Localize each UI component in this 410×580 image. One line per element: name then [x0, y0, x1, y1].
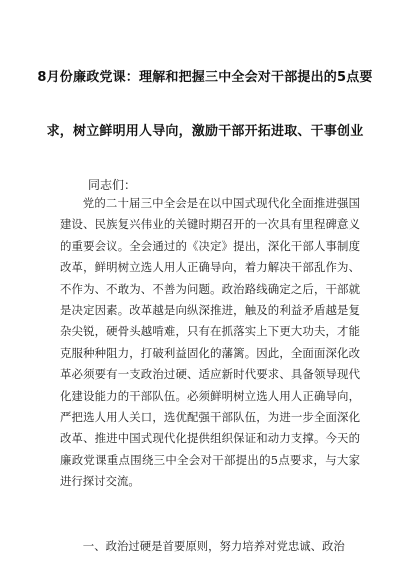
- body-paragraph-1: 党的二十届三中全会是在以中国式现代化全面推进强国建设、民族复兴伟业的关键时期召开的一次具有里程碑意义的重要会议。全会通过的《决定》提出，深化干部人事制度改革，鲜明树立选人用人正确导向，着力解决干部乱作为、不作为、不敢为、不善为问题。政治路线确定之后，干部就是决定因素。改革越是向纵深推进，触及的利益矛盾越是复杂尖锐，硬骨头越啃难，只有在抓落实上下更大功夫，才能克服种种阻力，打破利益固化的藩篱。因此，全面面深化改革必须要有一支政治过硬、适应新时代要求、具备领导现代化建设能力的干部队伍。必须鲜明树立选人用人正确导向，严把选人用人关口，选优配强干部队伍，为进一步全面深化改革、推进中国式现代化提供组织保证和动力支撑。今天的廉政党课重点围绕三中全会对干部提出的5点要求，与大家进行探讨交流。: [60, 196, 360, 489]
- salutation: 同志们：: [88, 178, 137, 192]
- document-title-line-2: 求，树立鲜明用人导向，激励干部开拓进取、干事创业: [46, 124, 364, 139]
- body-paragraph-2: 一、政治过硬是首要原则，努力培养对党忠诚、政治: [82, 539, 345, 553]
- document-title-line-1: 8月份廉政党课：理解和把握三中全会对干部提出的5点要: [37, 70, 373, 85]
